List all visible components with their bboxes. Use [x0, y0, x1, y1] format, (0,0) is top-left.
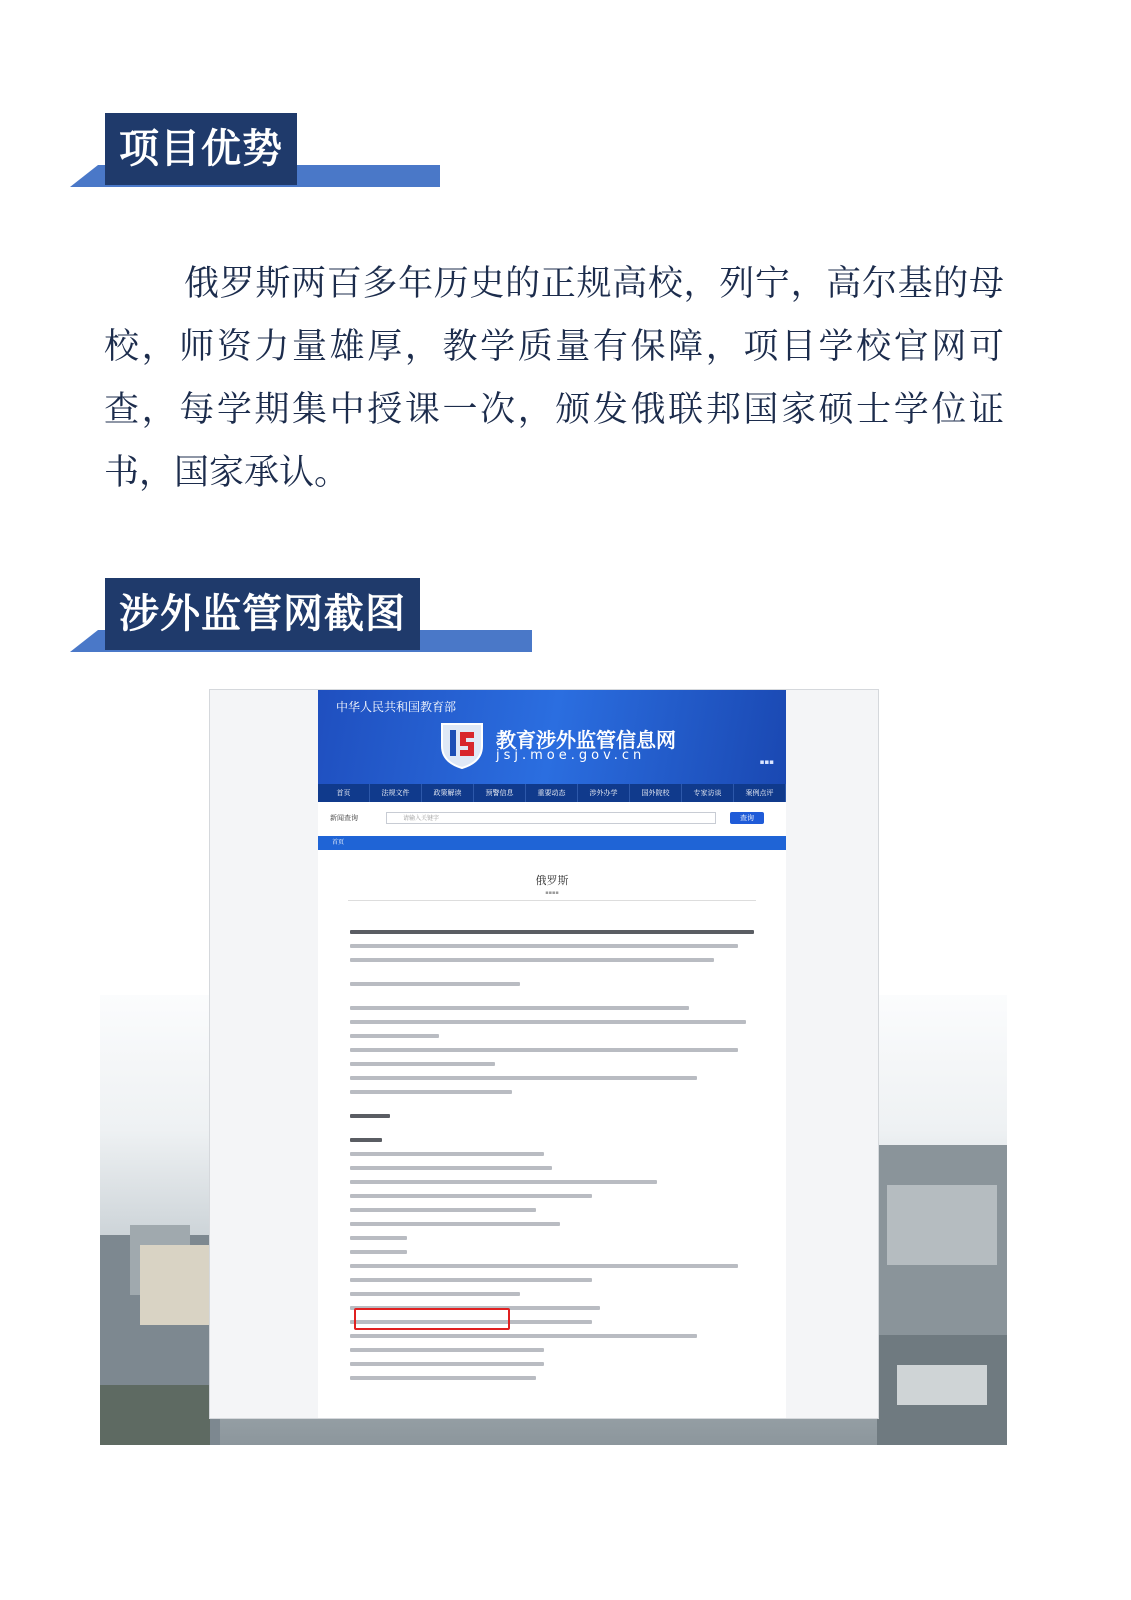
- ministry-name: 中华人民共和国教育部: [336, 700, 457, 714]
- breadcrumb: 首页: [318, 836, 786, 850]
- section-title: 涉外监管网截图: [105, 578, 420, 650]
- section-title: 项目优势: [105, 113, 297, 185]
- nav-item: 涉外办学: [578, 784, 630, 802]
- article-date: ▪▪▪▪: [545, 890, 559, 896]
- website-screenshot: [210, 690, 878, 1418]
- highlight-box: [354, 1308, 510, 1330]
- section-header-screenshot: [70, 578, 540, 654]
- nav-item: 政策解读: [422, 784, 474, 802]
- intro-paragraph: 俄罗斯两百多年历史的正规高校，列宁，高尔基的母校，师资力量雄厚，教学质量有保障，项目学校官网可查，每学期集中授课一次，颁发俄联邦国家硕士学位证书，国家承认。: [104, 264, 1004, 493]
- nav-item: 专家访谈: [682, 784, 734, 802]
- search-bar: [318, 808, 786, 828]
- search-input: 请输入关键字: [386, 812, 716, 824]
- search-label: 新闻查询: [330, 814, 358, 822]
- shield-logo-icon: [438, 720, 486, 770]
- banner-date: ▪▪▪: [759, 758, 774, 766]
- site-nav: [318, 784, 786, 802]
- site-url: jsj.moe.gov.cn: [496, 748, 646, 763]
- nav-item: 首页: [318, 784, 370, 802]
- webpage: [318, 690, 786, 1418]
- nav-item: 重要动态: [526, 784, 578, 802]
- site-title: 教育涉外监管信息网: [496, 728, 676, 752]
- divider: [348, 900, 756, 901]
- article-title: 俄罗斯: [535, 874, 569, 887]
- nav-item: 预警信息: [474, 784, 526, 802]
- site-banner: [318, 690, 786, 784]
- nav-item: 国外院校: [630, 784, 682, 802]
- nav-item: 法规文件: [370, 784, 422, 802]
- nav-item: 案例点评: [734, 784, 786, 802]
- search-button: 查询: [730, 812, 764, 824]
- section-header-advantages: [70, 113, 450, 189]
